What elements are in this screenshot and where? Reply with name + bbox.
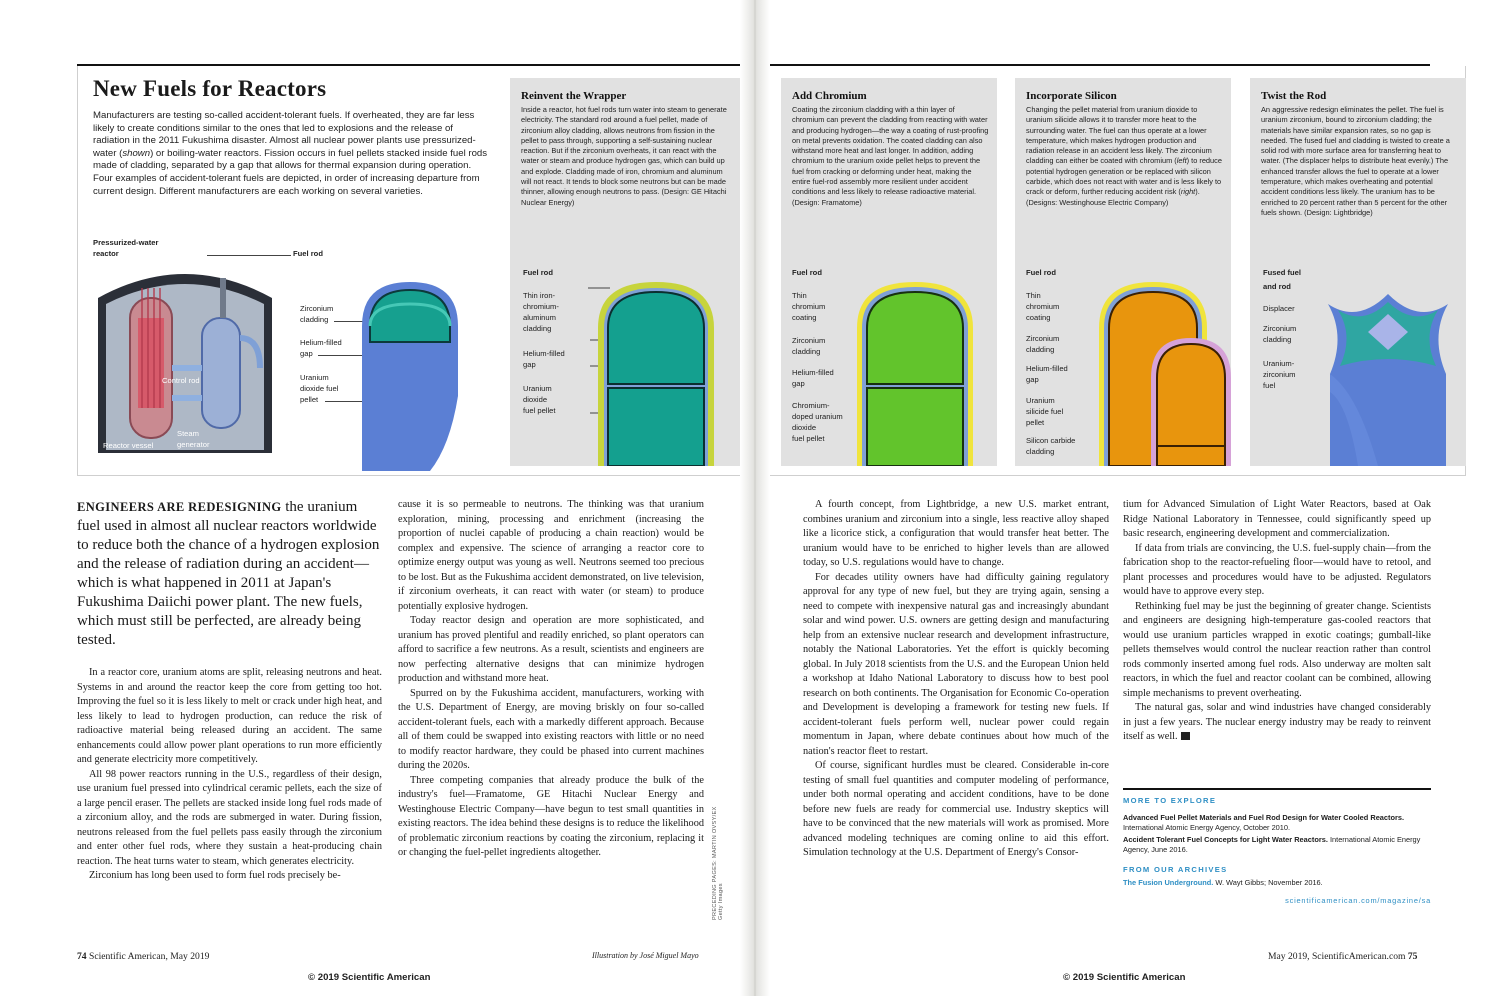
magazine-url-link[interactable]: scientificamerican.com/magazine/sa <box>1285 896 1431 905</box>
photo-credit: PRECEDING PAGES: MARTIN OVSY/EX Getty Images <box>712 806 724 920</box>
article-lead: ENGINEERS ARE REDESIGNING the uranium fuel used in almost all nuclear reactors worldwide to reduce both the chance of a hydrogen explosion and the release of radiation during an accident—which is what happened in 2011 at Japan's Fukushima Daiichi power plant. The new fuels, which must still be perfected, are already being tested. <box>77 499 380 648</box>
copyright-right: © 2019 Scientific American <box>1063 972 1186 983</box>
article-column-1: ENGINEERS ARE REDESIGNING the uranium fuel used in almost all nuclear reactors worldwide to reduce both the chance of a hydrogen explosion and the release of radiation during an accident—which is what happened in 2011 at Japan's Fukushima Daiichi power plant. The new fuels, which must still be perfected, are already being tested. In a reactor core, uranium atoms are split, releasing neutrons and heat. Systems in and around the reactor keep the core from getting too hot. Improving the fuel so it is less likely to melt or crack under high heat, and less likely to lead to hydrogen production, can reduce the risk of radioactive material being released during an accident. The same enhancements could allow power plant operations to run more efficiently and generate electricity more competitively. All 98 power reactors running in the U.S., regardless of their design, use uranium fuel pressed into cylindrical ceramic pellets, each the size of a large pencil eraser. The pellets are stacked inside long fuel rods made of a zirconium alloy, and the rods are submerged in water. During fission, neutrons released from the fuel pellets pass easily through the zirconium and enter other fuel rods, where they sustain a heat-producing chain reaction. The heat turns water to steam, which generates electricity. Zirconium has long been used to form fuel rods precisely be- <box>77 499 382 881</box>
infographic-intro: Manufacturers are testing so-called accident-tolerant fuels. If overheated, they are far less likely to create conditions similar to the ones that led to explosions and the release of radiation in the 2011 Fukushima disaster. Almost all nuclear power plants use pressurized-water (shown) or boiling-water reactors. Fission occurs in fuel pellets stacked inside fuel rods made of cladding, separated by a gap that allows for thermal expansion during operation. Four examples of accident-tolerant fuels are depicted, in order of increasing departure from current design. Different manufacturers are each working on several varieties. <box>93 110 488 197</box>
panel-reinvent-wrapper: Reinvent the Wrapper Inside a reactor, hot fuel rods turn water into steam to generate electricity. The standard rod around a fuel pellet, made of zirconium alloy cladding, allows neutrons from fission in the pellet to pass through, supporting a self-sustaining nuclear reaction. But if the zirconium overheats, it can react with the water or steam and produce hydrogen gas, which can build up and explode. Cladding made of iron, chromium and aluminum will not react. It tends to block some neutrons but can be made thinner, allowing enough neutrons to pass. (Design: GE Hitachi Nuclear Energy) Fuel rod Thin iron- chromium- aluminum cladding Helium-filled gap Uranium dioxide fuel pellet <box>510 78 740 466</box>
panel-text: Inside a reactor, hot fuel rods turn water into steam to generate electricity. The standard rod around a fuel pellet, made of zirconium alloy cladding, allows neutrons from fission in the pellet to pass through, supporting a self-sustaining nuclear reaction. But if the zirconium overheats, it can react with the water or steam and produce hydrogen gas, which can build up and explode. Cladding made of iron, chromium and aluminum will not react. It tends to block some neutrons but can be made thinner, allowing enough neutrons to pass. (Design: GE Hitachi Nuclear Energy) <box>521 105 727 207</box>
archives-heading: FROM OUR ARCHIVES <box>1123 865 1228 874</box>
more-to-explore <box>1123 796 1431 906</box>
article-column-2: cause it is so permeable to neutrons. The thinking was that uranium exploration, mining, processing and enrichment (increasing the proportion of nuclei capable of producing a chain reaction) would be complex and expensive. The science of arranging a reactor core to optimize energy output was young as well. Neutrons seemed too precious to be lost. But as the Fukushima accident demonstrated, on live television, if zirconium overheats, it can react with water (or steam) to produce potentially explosive hydrogen. Today reactor design and operation are more sophisticated, and uranium has proved plentiful and readily enriched, so plant operators can afford to sacrifice a few neutrons. As a result, scientists and engineers are now perfecting alternative designs that can minimize hydrogen production and withstand more heat. Spurred on by the Fukushima accident, manufacturers, working with the U.S. Department of Energy, are moving briskly on four so-called accident-tolerant fuels, each with a markedly different approach. Because all of them could be swapped into existing reactors with little or no need to modify reactor hardware, they could be phased into current machines during the 2020s. Three competing companies that already produce the bulk of the industry's fuel—Framatome, GE Hitachi Nuclear Energy and Westinghouse Electric Company—have begun to test small quantities in existing reactors. The idea behind these designs is to reduce the likelihood of problematic zirconium reactions by coating the zirconium, replacing it or changing the fuel-pellet ingredients altogether. <box>398 499 704 858</box>
rod-twisted <box>1318 274 1458 466</box>
article-column-4: tium for Advanced Simulation of Light Water Reactors, based at Oak Ridge National Laboratory in Tennessee, could significantly speed up basic research, engineering development and commercialization. If data from trials are convincing, the U.S. fuel-supply chain—from the fabrication shop to the reactor-refueling floor—would have to retool, and plant processes and procedures would have to be adjusted. Regulators would have to approve every step. Rethinking fuel may be just the beginning of greater change. Scientists and engineers are designing high-temperature gas-cooled reactors that would use uranium particles wrapped in exotic coatings; gumball-like pellets themselves would control the nuclear reaction rather than control rods commonly inserted among fuel rods. Also underway are molten salt reactors, in which the fuel and reactor coolant can be combined, allowing simple mechanisms to prevent overheating. The natural gas, solar and wind industries have changed considerably in just a few years. The nuclear energy industry may be ready to reinvent itself as well. <box>1123 499 1431 742</box>
sa-end-mark-icon <box>1181 732 1190 740</box>
illustration-credit: Illustration by José Miguel Mayo <box>592 951 699 960</box>
footer-left: 74 Scientific American, May 2019 <box>77 951 210 962</box>
rod-silicon <box>1089 278 1231 466</box>
explore-item: Accident Tolerant Fuel Concepts for Light Water Reactors. International Atomic Energy Agency, June 2016. <box>1123 835 1421 854</box>
footer-right: May 2019, ScientificAmerican.com 75 <box>1268 951 1418 962</box>
panel-add-chromium: Add Chromium Coating the zirconium cladding with a thin layer of chromium can prevent the cladding from reacting with water and producing hydrogen—the way a coating of rust-proofing on metal prevents oxidation. The coated cladding can also withstand more heat and last longer. In addition, adding chromium to the uranium oxide pellet helps to prevent the fuel from cracking or deforming under heat, making the entire fuel-rod assembly more resilient under accident conditions and less likely to release radioactive material. (Design: Framatome) Fuel rod Thin chromium coating Zirconium cladding Helium-filled gap Chromium- doped uranium dioxide fuel pellet <box>781 78 997 466</box>
panel-title: Reinvent the Wrapper <box>521 90 627 102</box>
explore-item: Advanced Fuel Pellet Materials and Fuel Rod Design for Water Cooled Reactors. International Atomic Energy Agency, October 2010. <box>1123 813 1405 832</box>
rod-chromium <box>847 278 997 466</box>
panel-text: Changing the pellet material from uranium dioxide to uranium silicide allows it to transfer more heat to the surrounding water. The fuel can thus operate at a lower temperature, which makes hydrogen production and radiation release in an accident less likely. The zirconium cladding can either be coated with chromium (left) to reduce potential hydrogen generation or be replaced with silicon carbide, which does not react with water and is less likely to crack or deform, further reducing accident risk (right). (Designs: Westinghouse Electric Company) <box>1026 105 1222 207</box>
panel-title: Add Chromium <box>792 90 867 102</box>
panel-text: An aggressive redesign eliminates the pellet. The fuel is uranium zirconium, bound to zirconium cladding; the materials have similar expansion rates, so no gap is needed. The fused fuel and cladding is twisted to create a solid rod with more surface area for transferring heat to water. (The displacer helps to distribute heat evenly.) The enhanced transfer allows the fuel to operate at a lower temperature, which makes overheating and potential accident conditions less likely. The uranium has to be enriched to 20 percent rather than 5 percent for the other fuels shown. (Design: Lightbridge) <box>1261 105 1450 217</box>
panel-twist-rod: Twist the Rod An aggressive redesign eliminates the pellet. The fuel is uranium zirconium, bound to zirconium cladding; the materials have similar expansion rates, so no gap is needed. The fused fuel and cladding is twisted to create a solid rod with more surface area for transferring heat to water. (The displacer helps to distribute heat evenly.) The enhanced transfer allows the fuel to operate at a lower temperature, which makes overheating and potential accident conditions less likely. The uranium has to be enriched to 20 percent rather than 5 percent for the other fuels shown. (Design: Lightbridge) Fused fuel and rod Displacer Zirconium cladding Uranium- zirconium fuel <box>1250 78 1466 466</box>
standard-fuel-rod <box>360 276 485 471</box>
panel-text: Coating the zirconium cladding with a thin layer of chromium can prevent the cladding from reacting with water and producing hydrogen—the way a coating of rust-proofing on metal prevents oxidation. The coated cladding can also withstand more heat and last longer. In addition, adding chromium to the uranium oxide pellet helps to prevent the fuel from cracking or deforming under heat, making the entire fuel-rod assembly more resilient under accident conditions and less likely to release radioactive material. (Design: Framatome) <box>792 105 989 207</box>
rod-fecral <box>588 278 738 466</box>
explore-rule <box>1123 788 1431 790</box>
article-column-3: A fourth concept, from Lightbridge, a new U.S. market entrant, combines uranium and zirconium into a single, less reactive alloy shaped like a licorice stick, a configuration that would transfer heat better. The uranium would have to be enriched to higher levels than are allowed today, so U.S. regulations would have to change. For decades utility owners have had difficulty gaining regulatory approval for any type of new fuel, but they are trying again, sensing a need to compete with inexpensive natural gas and increasingly abundant solar and wind power. U.S. owners are getting design and manufacturing help from an extensive nuclear research and development infrastructure, notably the National Laboratories. Yet the effort is quickly becoming global. In July 2018 scientists from the U.S. and the European Union held a workshop at Idaho National Laboratory to discuss how to best pool research on both continents. The Organisation for Economic Co-operation and Development is developing a framework for testing new fuels. If accident-tolerant fuels perform well, nuclear power could regain momentum in Japan, where debate continues about how much of the nation's reactor fleet to restart. Of course, significant hurdles must be cleared. Considerable in-core testing of small fuel quantities and computer modeling of performance, under both normal operating and accident conditions, have to be done before new fuels are ready for commercial use. Industry skeptics will have to be convinced that the new materials will work as promised. More advanced modeling techniques are coming online to aid this effort. Simulation technology at the U.S. Department of Energy's Consor- <box>803 499 1109 858</box>
page-gutter <box>740 0 770 996</box>
reactor-illustration <box>90 258 280 458</box>
explore-heading: MORE TO EXPLORE <box>1123 796 1217 805</box>
panel-title: Twist the Rod <box>1261 90 1327 102</box>
infographic-title: New Fuels for Reactors <box>93 76 327 101</box>
panel-title: Incorporate Silicon <box>1026 90 1117 102</box>
copyright-left: © 2019 Scientific American <box>308 972 431 983</box>
archive-item[interactable]: The Fusion Underground. W. Wayt Gibbs; November 2016. <box>1123 878 1323 887</box>
panel-incorporate-silicon: Incorporate Silicon Changing the pellet material from uranium dioxide to uranium silicide allows it to transfer more heat to the surrounding water. The fuel can thus operate at a lower temperature, which makes hydrogen production and radiation release in an accident less likely. The zirconium cladding can either be coated with chromium (left) to reduce potential hydrogen generation or be replaced with silicon carbide, which does not react with water and is less likely to crack or deform, further reducing accident risk (right). (Designs: Westinghouse Electric Company) Fuel rod Thin chromium coating Zirconium cladding Helium-filled gap Uranium silicide fuel pellet Silicon carbide cladding <box>1015 78 1231 466</box>
